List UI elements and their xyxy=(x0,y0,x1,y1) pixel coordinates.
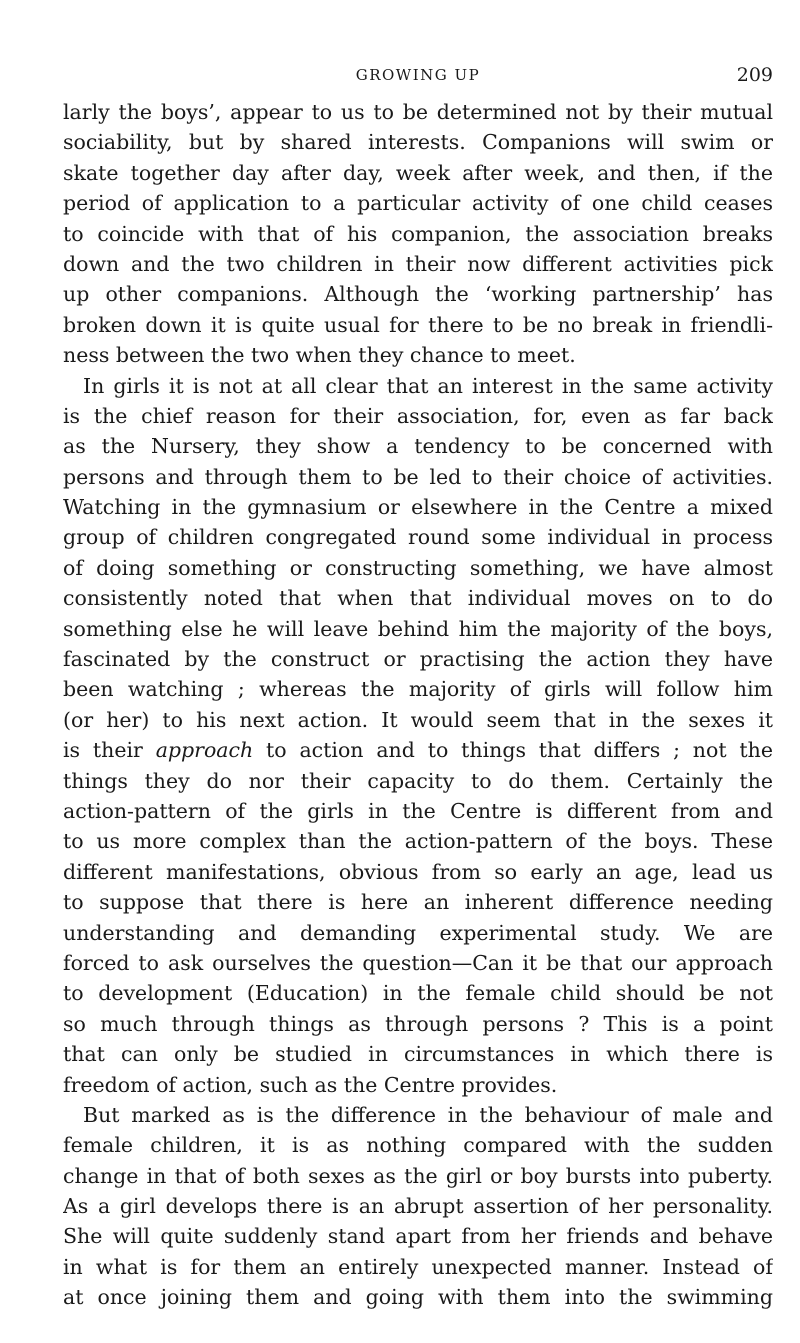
text-line: different manifestations, obvious from so early an age, lead us xyxy=(63,859,773,884)
text-line: is the chief reason for their association, for, even as far back xyxy=(63,403,773,428)
text-line: to suppose that there is here an inherent difference needing xyxy=(63,890,773,915)
text-line: female children, it is as nothing compared with the sudden xyxy=(63,1133,773,1158)
text-line: (or her) to his next action. It would seem that in the sexes it xyxy=(63,707,773,732)
text-line: She will quite suddenly stand apart from her friends and behave xyxy=(63,1224,773,1249)
text-line: Watching in the gymnasium or elsewhere in the Centre a mixed xyxy=(63,495,773,520)
text-line: fascinated by the construct or practising the action they have xyxy=(63,647,773,672)
text-line: skate together day after day, week after week, and then, if the xyxy=(63,160,773,185)
text-line: ness between the two when they chance to meet. xyxy=(63,343,576,368)
text-line: In girls it is not at all clear that an interest in the same activity xyxy=(83,373,773,398)
text-line: so much through things as through persons ? This is a point xyxy=(63,1011,773,1036)
text-line: in what is for them an entirely unexpected manner. Instead of xyxy=(63,1254,773,1279)
text-line: broken down it is quite usual for there to be no break in friendli- xyxy=(63,312,773,337)
text-line: that can only be studied in circumstances in which there is xyxy=(63,1042,773,1067)
text-line: down and the two children in their now different activities pick xyxy=(63,251,773,276)
running-head xyxy=(63,60,773,90)
text-line: of doing something or constructing something, we have almost xyxy=(63,555,773,580)
text-line: up other companions. Although the ‘working partnership’ has xyxy=(63,282,773,307)
page-number: 209 xyxy=(736,64,773,86)
text-line: sociability, but by shared interests. Companions will swim or xyxy=(63,130,773,155)
text-line: forced to ask ourselves the question—Can it be that our approach xyxy=(63,950,773,975)
text-line: freedom of action, such as the Centre provides. xyxy=(63,1072,558,1097)
text-line: to development (Education) in the female child should be not xyxy=(63,981,773,1006)
text-line: is their approach to action and to things that differs ; not the xyxy=(63,738,773,763)
text-line: group of children congregated round some individual in process xyxy=(63,525,773,550)
text-line: as the Nursery, they show a tendency to be concerned with xyxy=(63,434,773,459)
text-line: As a girl develops there is an abrupt assertion of her personality. xyxy=(63,1194,773,1219)
text-line: to coincide with that of his companion, the association breaks xyxy=(63,221,773,246)
text-line: understanding and demanding experimental study. We are xyxy=(63,920,773,945)
text-line: larly the boys’, appear to us to be determined not by their mutual xyxy=(63,100,773,124)
text-line: period of application to a particular activity of one child ceases xyxy=(63,191,773,216)
text-line: action-pattern of the girls in the Centre is different from and xyxy=(63,798,773,823)
text-line: consistently noted that when that individual moves on to do xyxy=(63,586,773,611)
running-title: GROWING UP xyxy=(355,66,481,84)
text-line: change in that of both sexes as the girl or boy bursts into puberty. xyxy=(63,1163,773,1188)
text-line: at once joining them and going with them into the swimming xyxy=(63,1285,773,1310)
text-line: been watching ; whereas the majority of girls will follow him xyxy=(63,677,773,702)
text-line: something else he will leave behind him the majority of the boys, xyxy=(63,616,773,641)
body-text xyxy=(63,97,773,1313)
text-line: persons and through them to be led to their choice of activities. xyxy=(63,464,773,489)
emphasis: approach xyxy=(155,738,254,763)
text-line: things they do nor their capacity to do them. Certainly the xyxy=(63,768,773,793)
text-line: But marked as is the difference in the behaviour of male and xyxy=(83,1102,773,1127)
text-line: to us more complex than the action-pattern of the boys. These xyxy=(63,829,773,854)
